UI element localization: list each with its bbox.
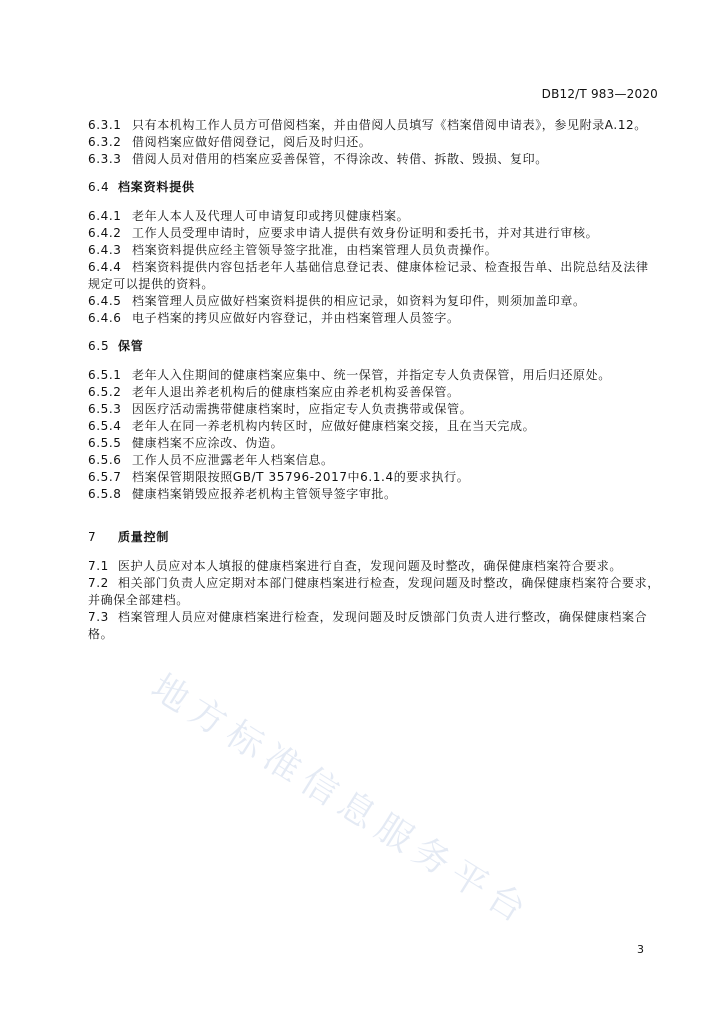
clause-6-4-4: 6.4.4 档案资料提供内容包括老年人基础信息登记表、健康体检记录、检查报告单、出院总结及法律 bbox=[88, 260, 649, 274]
section-heading-6-5: 6.5 保管 bbox=[88, 339, 144, 353]
clause-7-1: 7.1 医护人员应对本人填报的健康档案进行自查，发现问题及时整改，确保健康档案符合要求。 bbox=[88, 559, 623, 573]
clause-6-3-2: 6.3.2 借阅档案应做好借阅登记，阅后及时归还。 bbox=[88, 135, 372, 149]
standard-code: DB12/T 983—2020 bbox=[541, 87, 658, 101]
clause-6-4-2: 6.4.2 工作人员受理申请时，应要求申请人提供有效身份证明和委托书，并对其进行审核。 bbox=[88, 226, 599, 240]
clause-7-3-continuation: 格。 bbox=[88, 627, 114, 641]
clause-6-5-1: 6.5.1 老年人入住期间的健康档案应集中、统一保管，并指定专人负责保管，用后归还原处。 bbox=[88, 368, 611, 382]
clause-6-4-1: 6.4.1 老年人本人及代理人可申请复印或拷贝健康档案。 bbox=[88, 209, 410, 223]
clause-6-5-2: 6.5.2 老年人退出养老机构后的健康档案应由养老机构妥善保管。 bbox=[88, 385, 460, 399]
clause-6-4-5: 6.4.5 档案管理人员应做好档案资料提供的相应记录，如资料为复印件，则须加盖印章。 bbox=[88, 294, 586, 308]
clause-7-2-continuation: 并确保全部建档。 bbox=[88, 593, 189, 607]
clause-6-5-6: 6.5.6 工作人员不应泄露老年人档案信息。 bbox=[88, 453, 334, 467]
clause-6-5-3: 6.5.3 因医疗活动需携带健康档案时，应指定专人负责携带或保管。 bbox=[88, 402, 473, 416]
section-heading-6-4: 6.4 档案资料提供 bbox=[88, 180, 195, 194]
clause-6-3-1: 6.3.1 只有本机构工作人员方可借阅档案，并由借阅人员填写《档案借阅申请表》，参见附录A.12。 bbox=[88, 118, 647, 132]
section-heading-7: 7 质量控制 bbox=[88, 530, 170, 544]
page-number: 3 bbox=[637, 943, 644, 956]
clause-6-5-5: 6.5.5 健康档案不应涂改、伪造。 bbox=[88, 436, 284, 450]
clause-6-5-8: 6.5.8 健康档案销毁应报养老机构主管领导签字审批。 bbox=[88, 487, 397, 501]
clause-6-4-6: 6.4.6 电子档案的拷贝应做好内容登记，并由档案管理人员签字。 bbox=[88, 311, 460, 325]
watermark: 地方标准信息服务平台 bbox=[144, 666, 539, 935]
document-body bbox=[88, 117, 668, 643]
clause-6-4-4-continuation: 规定可以提供的资料。 bbox=[88, 277, 215, 291]
clause-6-4-3: 6.4.3 档案资料提供应经主管领导签字批准，由档案管理人员负责操作。 bbox=[88, 243, 498, 257]
clause-7-3: 7.3 档案管理人员应对健康档案进行检查，发现问题及时反馈部门负责人进行整改，确保健康档案合 bbox=[88, 610, 648, 624]
clause-7-2: 7.2 相关部门负责人应定期对本部门健康档案进行检查，发现问题及时整改，确保健康档案符合要求， bbox=[88, 576, 660, 590]
clause-6-5-4: 6.5.4 老年人在同一养老机构内转区时，应做好健康档案交接，且在当天完成。 bbox=[88, 419, 536, 433]
clause-6-5-7: 6.5.7 档案保管期限按照GB/T 35796-2017中6.1.4的要求执行。 bbox=[88, 470, 470, 484]
clause-6-3-3: 6.3.3 借阅人员对借用的档案应妥善保管，不得涂改、转借、拆散、毁损、复印。 bbox=[88, 152, 548, 166]
